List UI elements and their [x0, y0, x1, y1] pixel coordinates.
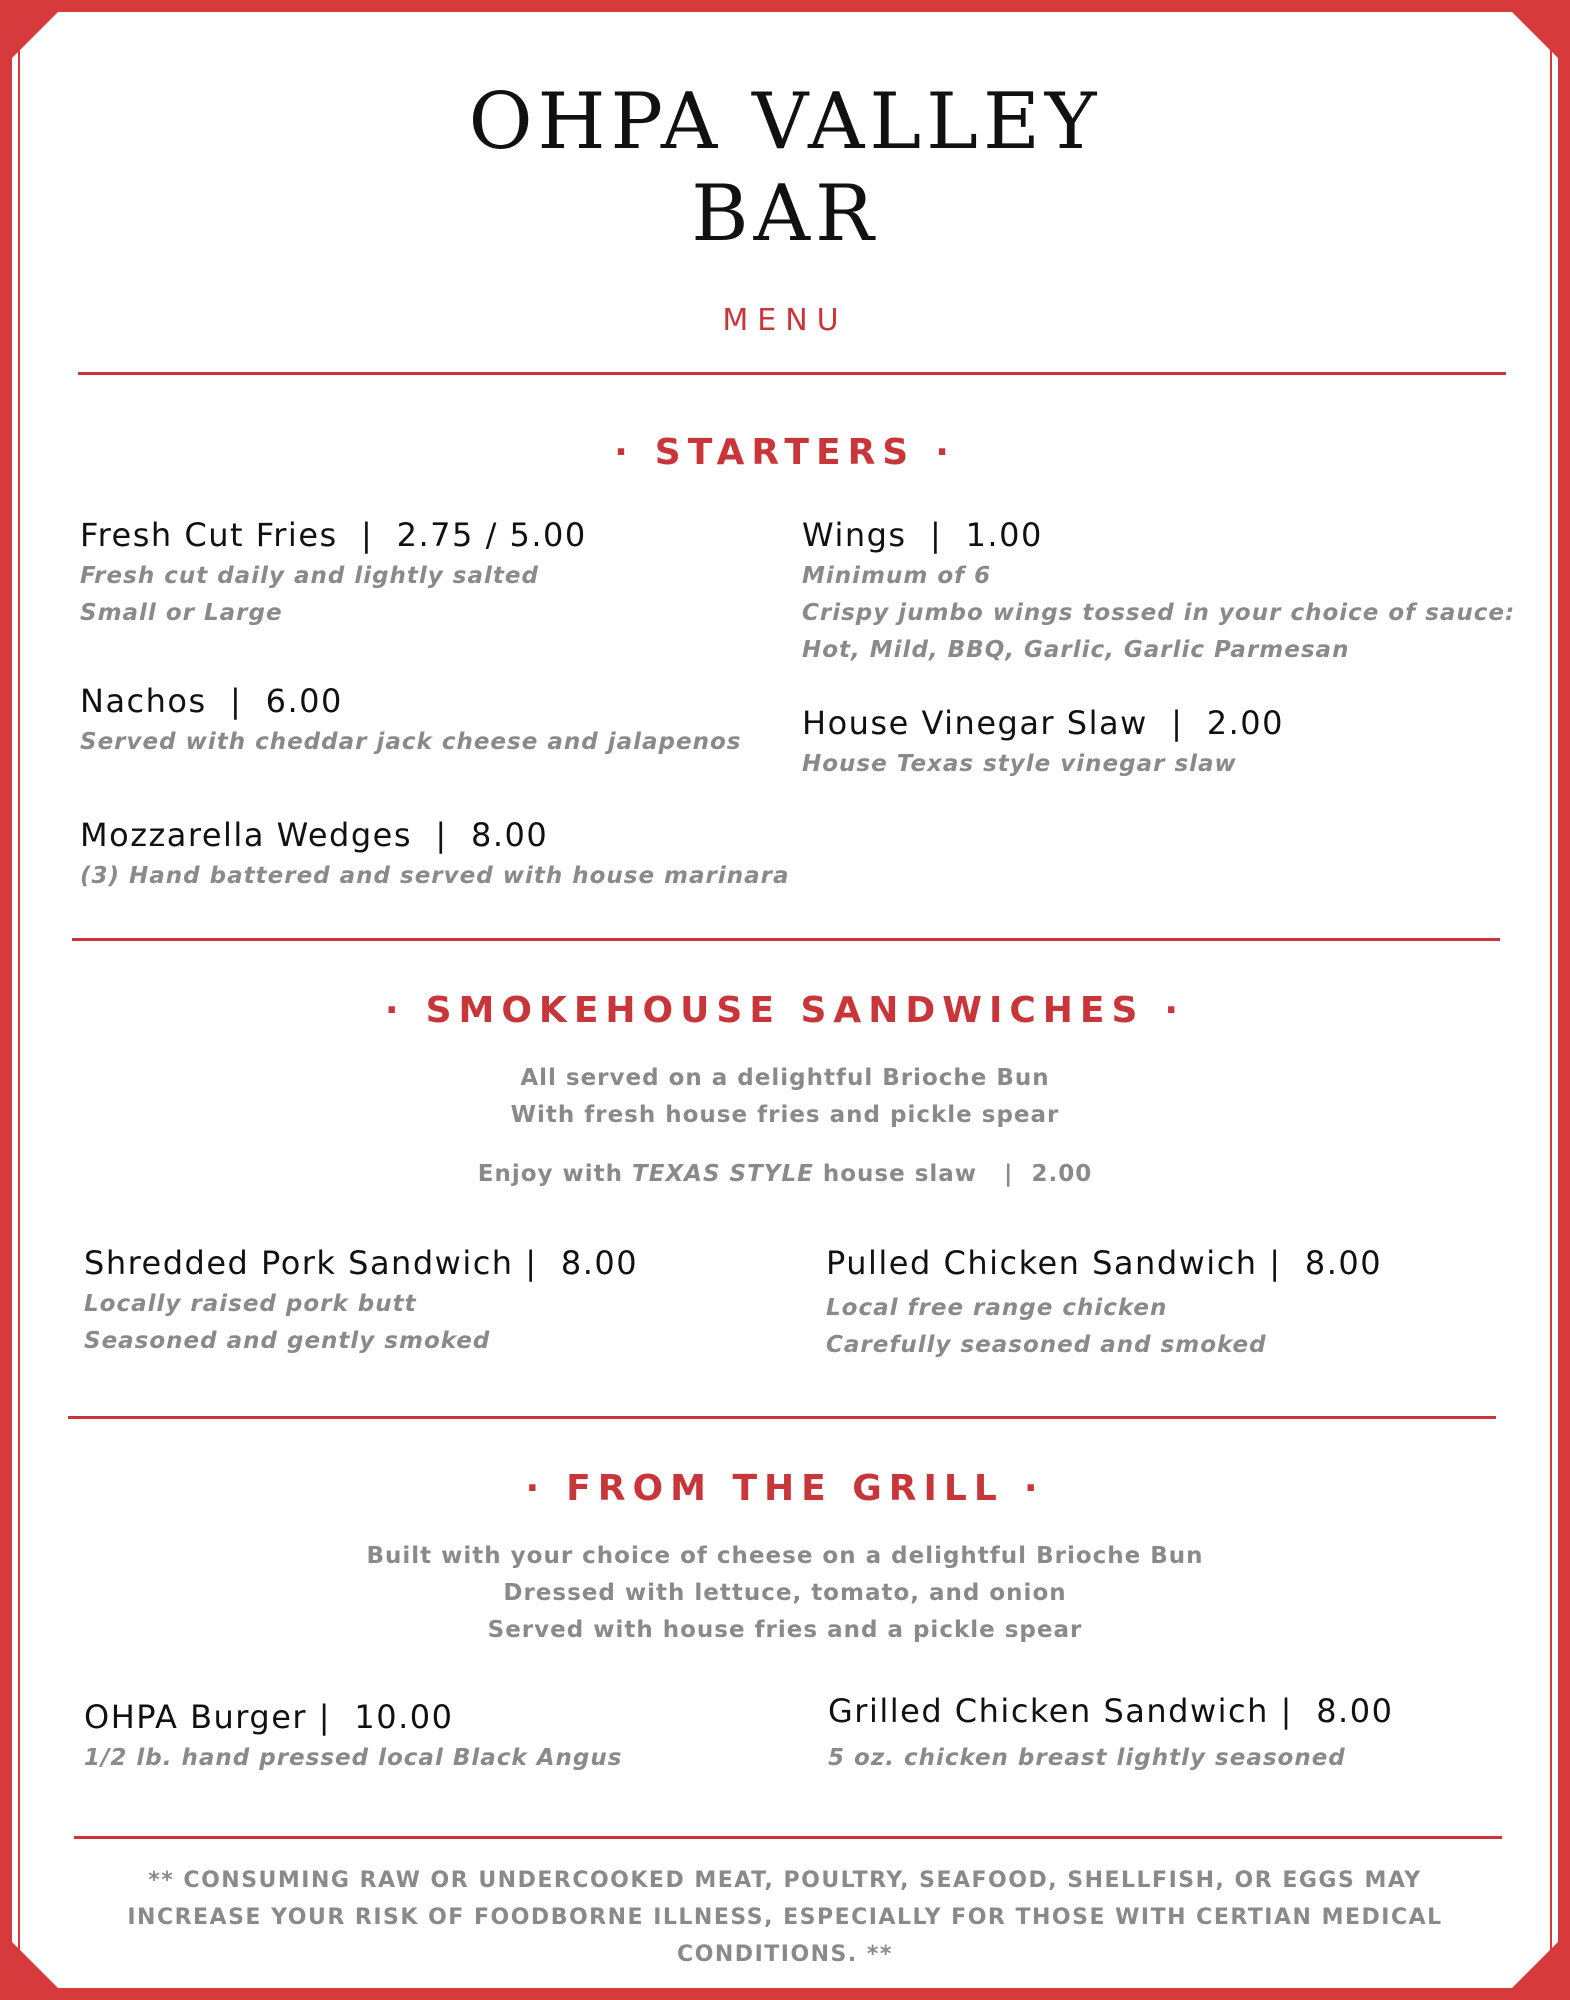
disclaimer-line: CONDITIONS. **	[677, 1942, 893, 1967]
item-description: 1/2 lb. hand pressed local Black Angus	[84, 1745, 623, 1771]
item-description: 5 oz. chicken breast lightly seasoned	[828, 1745, 1346, 1771]
section-title-grill	[0, 1468, 1570, 1509]
menu-item-house-vinegar-slaw	[802, 704, 1284, 783]
item-name: Shredded Pork Sandwich | 8.00	[84, 1244, 639, 1282]
item-description: Minimum of 6	[802, 563, 992, 589]
divider	[72, 938, 1500, 941]
section-title-text: FROM THE GRILL	[566, 1468, 1004, 1509]
item-description: Hot, Mild, BBQ, Garlic, Garlic Parmesan	[802, 637, 1350, 663]
bullet-dot: ·	[1164, 990, 1186, 1031]
section-title-smokehouse	[0, 990, 1570, 1031]
bullet-dot: ·	[1023, 1468, 1045, 1509]
slaw-addon	[0, 1156, 1570, 1193]
item-description: (3) Hand battered and served with house marinara	[80, 863, 790, 889]
slaw-emphasis: TEXAS STYLE	[632, 1161, 814, 1187]
section-title-text: STARTERS	[654, 432, 916, 473]
item-name: Grilled Chicken Sandwich | 8.00	[828, 1692, 1394, 1730]
item-name: Wings | 1.00	[802, 516, 1043, 554]
item-description: Local free range chicken	[826, 1295, 1168, 1321]
divider	[74, 1836, 1502, 1839]
slaw-suffix: house slaw | 2.00	[813, 1161, 1093, 1187]
intro-line: With fresh house fries and pickle spear	[510, 1102, 1060, 1128]
disclaimer-line: INCREASE YOUR RISK OF FOODBORNE ILLNESS, ESPECIALLY FOR THOSE WITH CERTIAN MEDICAL	[127, 1905, 1443, 1930]
menu-subtitle: MENU	[722, 303, 848, 338]
item-description: House Texas style vinegar slaw	[802, 751, 1237, 777]
bullet-dot: ·	[614, 432, 635, 473]
bullet-dot: ·	[384, 990, 406, 1031]
menu-item-ohpa-burger	[84, 1698, 622, 1777]
intro-line: Built with your choice of cheese on a delightful Brioche Bun	[366, 1543, 1204, 1569]
item-description: Small or Large	[80, 600, 283, 626]
menu-item-shredded-pork	[84, 1244, 638, 1360]
menu-item-wings	[802, 516, 1515, 669]
item-name: OHPA Burger | 10.00	[84, 1698, 454, 1736]
item-name: Fresh Cut Fries | 2.75 / 5.00	[80, 516, 587, 554]
intro-line: Served with house fries and a pickle spear	[487, 1617, 1083, 1643]
corner-ornament	[0, 0, 70, 70]
menu-item-fresh-cut-fries	[80, 516, 587, 632]
menu-item-nachos	[80, 682, 741, 761]
corner-ornament	[1500, 0, 1570, 70]
section-intro	[0, 1538, 1570, 1649]
item-description: Fresh cut daily and lightly salted	[80, 563, 539, 589]
item-description: Crispy jumbo wings tossed in your choice of sauce:	[802, 600, 1516, 626]
slaw-prefix: Enjoy with	[477, 1161, 633, 1187]
menu-item-grilled-chicken	[828, 1692, 1393, 1777]
intro-line: All served on a delightful Brioche Bun	[520, 1065, 1050, 1091]
item-name: Nachos | 6.00	[80, 682, 343, 720]
section-title-text: SMOKEHOUSE SANDWICHES	[425, 990, 1145, 1031]
item-name: Mozzarella Wedges | 8.00	[80, 816, 549, 854]
menu-title-line1: OHPA VALLEY	[468, 77, 1102, 167]
menu-item-pulled-chicken	[826, 1244, 1382, 1364]
divider	[68, 1416, 1496, 1419]
item-description: Carefully seasoned and smoked	[826, 1332, 1267, 1358]
intro-line: Dressed with lettuce, tomato, and onion	[503, 1580, 1067, 1606]
item-description: Seasoned and gently smoked	[84, 1328, 491, 1354]
menu-item-mozzarella-wedges	[80, 816, 790, 895]
bullet-dot: ·	[935, 432, 956, 473]
menu-title-line2: BAR	[691, 169, 879, 259]
item-name: House Vinegar Slaw | 2.00	[802, 704, 1284, 742]
section-intro	[0, 1060, 1570, 1134]
divider	[78, 372, 1506, 375]
item-description: Locally raised pork butt	[84, 1291, 417, 1317]
section-title-starters	[0, 432, 1570, 473]
disclaimer-line: ** CONSUMING RAW OR UNDERCOOKED MEAT, POULTRY, SEAFOOD, SHELLFISH, OR EGGS MAY	[148, 1868, 1422, 1893]
item-name: Pulled Chicken Sandwich | 8.00	[826, 1244, 1383, 1282]
bullet-dot: ·	[525, 1468, 547, 1509]
food-safety-disclaimer	[0, 1862, 1570, 1973]
item-description: Served with cheddar jack cheese and jalapenos	[80, 729, 742, 755]
